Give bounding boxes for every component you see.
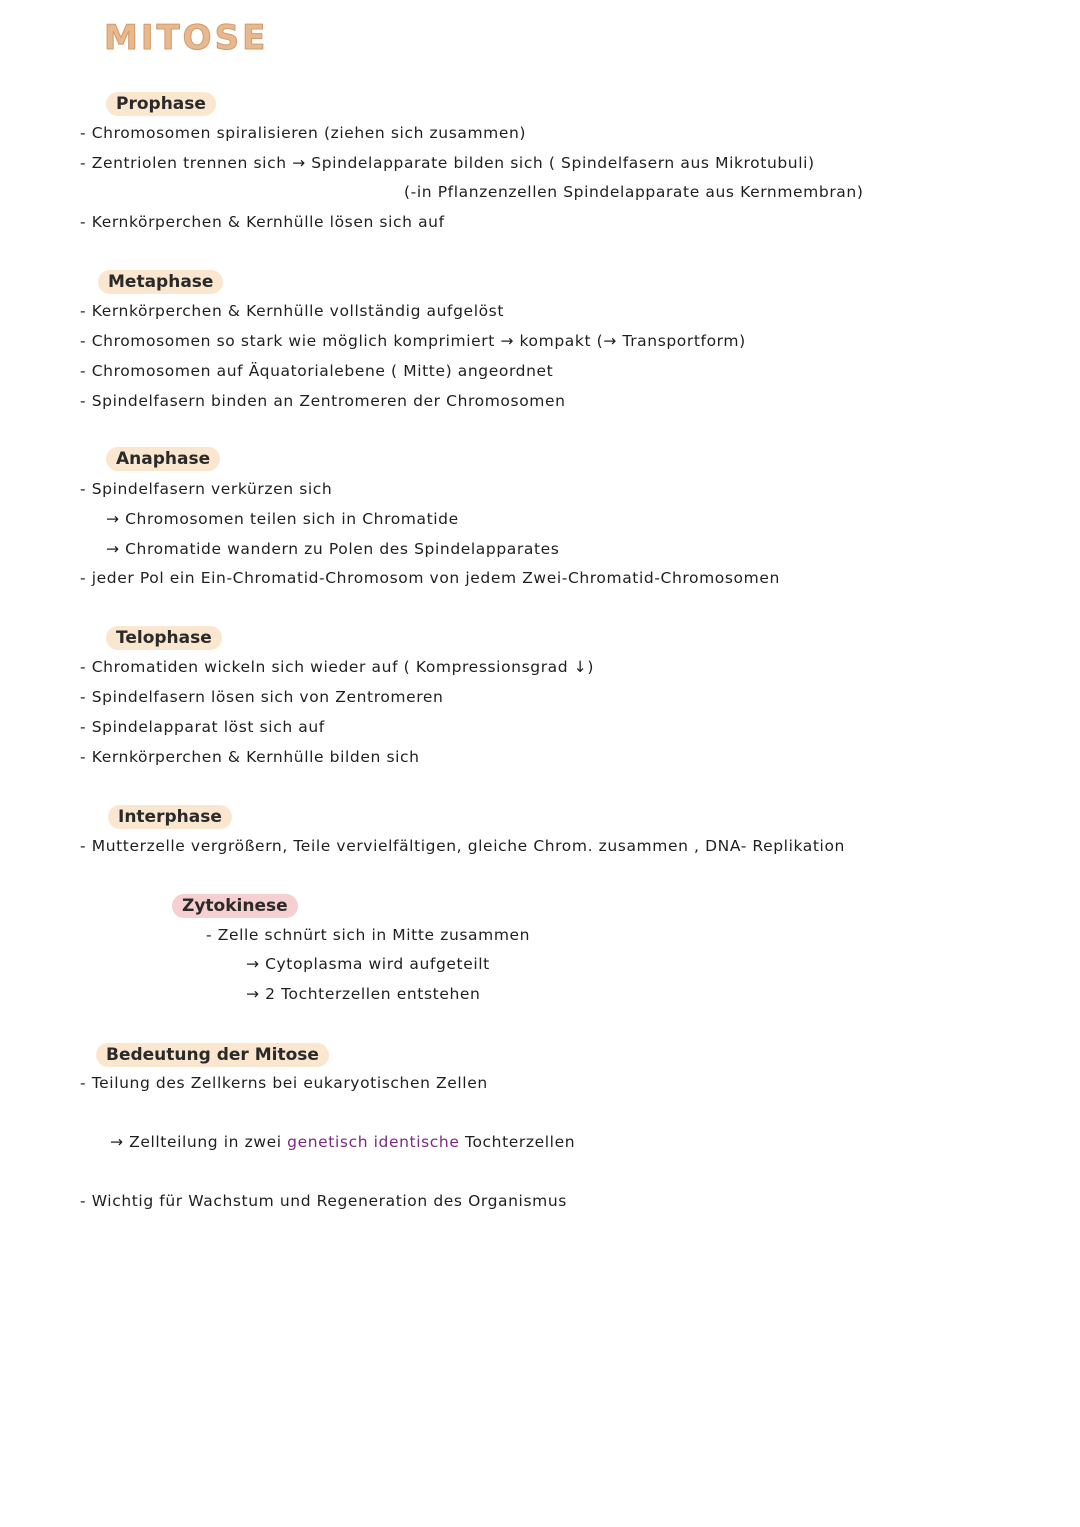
anaphase-line-1: - Spindelfasern verkürzen sich	[80, 480, 333, 498]
heading-bedeutung: Bedeutung der Mitose	[96, 1043, 329, 1067]
anaphase-line-2: → Chromosomen teilen sich in Chromatide	[106, 510, 459, 528]
telophase-line-1: - Chromatiden wickeln sich wieder auf ( Kompressionsgrad ↓)	[80, 658, 594, 676]
heading-metaphase: Metaphase	[98, 270, 223, 294]
metaphase-line-1: - Kernkörperchen & Kernhülle vollständig aufgelöst	[80, 302, 505, 320]
heading-prophase: Prophase	[106, 92, 216, 116]
zytokinese-line-2: → Cytoplasma wird aufgeteilt	[246, 955, 490, 973]
heading-zytokinese: Zytokinese	[172, 894, 298, 918]
prophase-line-3: (-in Pflanzenzellen Spindelapparate aus Kernmembran)	[404, 183, 864, 201]
anaphase-line-4: - jeder Pol ein Ein-Chromatid-Chromosom von jedem Zwei-Chromatid-Chromosomen	[80, 569, 780, 587]
bedeutung-line-3: - Wichtig für Wachstum und Regeneration des Organismus	[80, 1192, 567, 1210]
telophase-line-4: - Kernkörperchen & Kernhülle bilden sich	[80, 748, 420, 766]
bedeutung-line-2-start: → Zellteilung in zwei	[110, 1133, 282, 1151]
prophase-line-2: - Zentriolen trennen sich → Spindelapparate bilden sich ( Spindelfasern aus Mikrotubuli)	[80, 154, 815, 172]
bedeutung-line-1: - Teilung des Zellkerns bei eukaryotischen Zellen	[80, 1074, 488, 1092]
interphase-line-1: - Mutterzelle vergrößern, Teile vervielfältigen, gleiche Chrom. zusammen , DNA- Replikation	[80, 837, 845, 855]
zytokinese-line-1: - Zelle schnürt sich in Mitte zusammen	[206, 926, 531, 944]
page-title: MITOSE	[104, 18, 269, 58]
anaphase-line-3: → Chromatide wandern zu Polen des Spindelapparates	[106, 540, 560, 558]
highlighted-term: genetisch identische	[287, 1133, 460, 1151]
telophase-line-3: - Spindelapparat löst sich auf	[80, 718, 325, 736]
telophase-line-2: - Spindelfasern lösen sich von Zentromeren	[80, 688, 444, 706]
heading-anaphase: Anaphase	[106, 447, 220, 471]
prophase-line-4: - Kernkörperchen & Kernhülle lösen sich auf	[80, 213, 445, 231]
metaphase-line-2: - Chromosomen so stark wie möglich komprimiert → kompakt (→ Transportform)	[80, 332, 746, 350]
heading-interphase: Interphase	[108, 805, 232, 829]
prophase-line-1: - Chromosomen spiralisieren (ziehen sich zusammen)	[80, 124, 527, 142]
bedeutung-line-2	[110, 1133, 575, 1151]
heading-telophase: Telophase	[106, 626, 222, 650]
zytokinese-line-3: → 2 Tochterzellen entstehen	[246, 985, 481, 1003]
metaphase-line-4: - Spindelfasern binden an Zentromeren der Chromosomen	[80, 392, 566, 410]
metaphase-line-3: - Chromosomen auf Äquatorialebene ( Mitte) angeordnet	[80, 362, 554, 380]
bedeutung-line-2-end: Tochterzellen	[465, 1133, 576, 1151]
